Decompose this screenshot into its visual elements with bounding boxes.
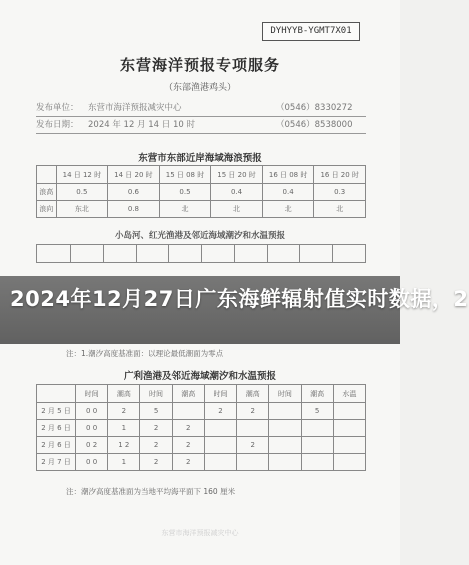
table-cell	[333, 403, 365, 420]
table-cell: 2	[172, 437, 204, 454]
table-cell: 2 月 6 日	[37, 420, 76, 437]
header-cell: 14 日 20 时	[108, 166, 160, 184]
table-cell	[267, 245, 300, 263]
table-row	[37, 420, 366, 437]
table-row	[37, 184, 366, 201]
info-phone: （0546）8330272	[276, 103, 353, 113]
table-cell: 2	[172, 420, 204, 437]
header-cell	[37, 385, 76, 403]
table-cell: 0.5	[56, 184, 108, 201]
table-cell	[333, 245, 366, 263]
header-cell: 时间	[76, 385, 108, 403]
table-cell	[301, 420, 333, 437]
table-cell: 东北	[56, 201, 108, 218]
table-header-row	[37, 385, 366, 403]
table-cell: 北	[211, 201, 263, 218]
table-cell: 1	[108, 420, 140, 437]
publisher-info	[36, 100, 366, 134]
table-row	[37, 437, 366, 454]
table-cell: 0 0	[76, 420, 108, 437]
table-cell: 2	[140, 437, 172, 454]
header-cell: 时间	[269, 385, 301, 403]
table-header-row	[37, 245, 366, 263]
table-cell: 2	[140, 454, 172, 471]
table-cell	[333, 420, 365, 437]
table-cell	[204, 420, 236, 437]
info-row	[36, 117, 366, 134]
table-cell: 0.4	[211, 184, 263, 201]
table-cell	[269, 420, 301, 437]
table-cell	[300, 245, 333, 263]
info-value: 2024 年 12 月 14 日 10 时	[88, 120, 195, 130]
table-cell: 2	[237, 437, 269, 454]
table-cell: 0 0	[76, 454, 108, 471]
table-cell	[301, 437, 333, 454]
info-label: 发布单位：	[36, 103, 79, 113]
table-cell: 0.4	[262, 184, 314, 201]
table-cell: 5	[301, 403, 333, 420]
document-title: 东营海洋预报专项服务	[119, 56, 280, 74]
table-cell: 0.6	[108, 184, 160, 201]
table-cell: 1	[108, 454, 140, 471]
table-cell: 0 2	[76, 437, 108, 454]
header-cell: 16 日 08 时	[262, 166, 314, 184]
table-cell: 2	[237, 403, 269, 420]
table-row	[37, 403, 366, 420]
table-cell: 北	[159, 201, 211, 218]
wave-forecast-title: 东营市东部近岸海域海浪预报	[138, 153, 262, 164]
header-cell: 14 日 12 时	[56, 166, 108, 184]
table-cell: 2 月 5 日	[37, 403, 76, 420]
table-cell	[333, 454, 365, 471]
table-row	[37, 454, 366, 471]
table-cell	[136, 245, 169, 263]
table-cell	[71, 245, 104, 263]
faint-footer-text: 东营市海洋预报减灾中心	[161, 529, 239, 537]
table-cell: 1 2	[108, 437, 140, 454]
info-value: 东营市海洋预报减灾中心	[88, 103, 182, 113]
table-cell	[172, 403, 204, 420]
table-cell	[234, 245, 267, 263]
table-cell	[269, 454, 301, 471]
header-cell: 15 日 08 时	[159, 166, 211, 184]
table-cell: 2	[204, 403, 236, 420]
table-cell	[269, 437, 301, 454]
table-cell: 2 月 7 日	[37, 454, 76, 471]
headline-text: 2024年12月27日广东海鲜辐射值实时数据，2	[10, 287, 469, 311]
guangli-forecast-table	[36, 384, 366, 471]
table-row	[37, 201, 366, 218]
table-cell	[204, 437, 236, 454]
header-cell: 潮高	[108, 385, 140, 403]
header-cell: 潮高	[301, 385, 333, 403]
table-cell	[37, 245, 71, 263]
header-cell: 时间	[140, 385, 172, 403]
info-row	[36, 100, 366, 117]
table-cell: 2	[108, 403, 140, 420]
table-cell: 2	[140, 420, 172, 437]
table-cell: 2	[172, 454, 204, 471]
table-cell: 0.8	[108, 201, 160, 218]
table-cell: 2 月 6 日	[37, 437, 76, 454]
header-cell: 15 日 20 时	[211, 166, 263, 184]
table-cell: 0.5	[159, 184, 211, 201]
header-cell: 潮高	[237, 385, 269, 403]
header-cell: 潮高	[172, 385, 204, 403]
table-cell	[301, 454, 333, 471]
header-cell: 16 日 20 时	[314, 166, 366, 184]
info-phone: （0546）8538000	[276, 120, 353, 130]
table-cell	[237, 454, 269, 471]
table-cell: 0.3	[314, 184, 366, 201]
tide-note: 注：1.潮汐高度基准面：以理论最低潮面为零点	[66, 349, 224, 358]
datum-note: 注：潮汐高度基准面为当地平均海平面下 160 厘米	[66, 487, 236, 496]
tide-forecast-title: 小岛河、红光渔港及邻近海域潮汐和水温预报	[114, 231, 285, 241]
table-cell	[269, 403, 301, 420]
table-cell: 北	[262, 201, 314, 218]
table-cell	[204, 454, 236, 471]
table-cell: 浪高	[37, 184, 57, 201]
table-cell	[333, 437, 365, 454]
table-cell: 北	[314, 201, 366, 218]
table-cell: 5	[140, 403, 172, 420]
wave-forecast-table	[36, 165, 366, 218]
table-cell	[103, 245, 136, 263]
tide-forecast-table	[36, 244, 366, 263]
table-cell	[237, 420, 269, 437]
table-cell	[202, 245, 235, 263]
table-cell	[169, 245, 202, 263]
header-cell: 水温	[333, 385, 365, 403]
table-header-row	[37, 166, 366, 184]
table-cell: 浪向	[37, 201, 57, 218]
document-code: DYHYYB-YGMT7X01	[262, 22, 360, 41]
header-cell	[37, 166, 57, 184]
header-cell: 时间	[204, 385, 236, 403]
info-label: 发布日期：	[36, 120, 79, 130]
guangli-forecast-title: 广利渔港及邻近海域潮汐和水温预报	[123, 371, 276, 382]
document-subtitle: （东部渔港鸡头）	[163, 83, 236, 93]
table-cell: 0 0	[76, 403, 108, 420]
